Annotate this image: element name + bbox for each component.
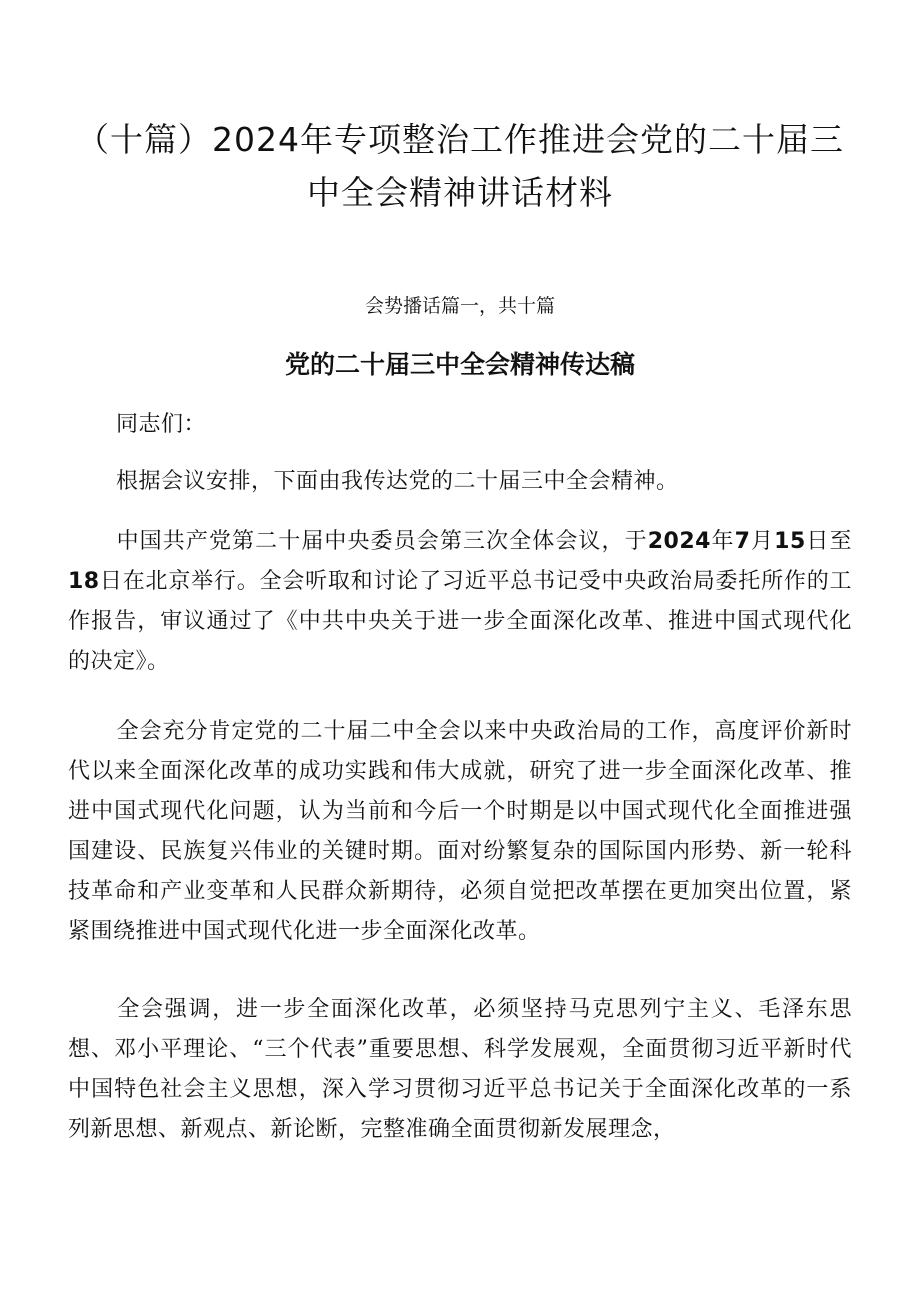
salutation: 同志们： [116,412,207,437]
paragraph-1-text: 根据会议安排，下面由我传达党的二十届三中全会精神。 [116,469,679,494]
paragraph-4-text: 全会强调，进一步全面深化改革，必须坚持马克思列宁主义、毛泽东思想、邓小平理论、“三个代表”重要思想、科学发展观，全面贯彻习近平新时代中国特色社会主义思想，深入学习贯彻习近平总书记关于全面深化改革的一系列新思想、新观点、新论断，完整准确全面贯彻新发展理念， [68,997,852,1142]
paragraph-2-text-e: 日在北京举行。全会听取和讨论了习近平总书记受中央政治局委托所作的工作报告，审议通过了《中共中央关于进一步全面深化改革、推进中国式现代化的决定》。 [68,569,852,674]
document-title-line-2: 中全会精神讲话材料 [307,173,613,212]
meeting-month: 7 [734,529,751,554]
paragraph-4 [68,990,852,1150]
paragraph-2-text-b: 年 [710,529,735,554]
paragraph-2-text-a: 中国共产党第二十届中央委员会第三次全体会议，于 [116,529,648,554]
paragraph-2 [68,522,852,682]
subheading: 会势播话篇一，共十篇 [364,295,555,317]
section-title: 党的二十届三中全会精神传达稿 [284,350,635,379]
document-title [60,113,860,219]
paragraph-3 [68,712,852,952]
paragraph-2-text-d: 日至 [805,529,852,554]
meeting-year: 2024 [647,529,711,554]
paragraph-2-text-c: 月 [750,529,775,554]
meeting-end-day: 18 [68,569,100,594]
paragraph-3-text: 全会充分肯定党的二十届二中全会以来中央政治局的工作，高度评价新时代以来全面深化改革的成功实践和伟大成就，研究了进一步全面深化改革、推进中国式现代化问题，认为当前和今后一个时期是以中国式现代化全面推进强国建设、民族复兴伟业的关键时期。面对纷繁复杂的国际国内形势、新一轮科技革命和产业变革和人民群众新期待，必须自觉把改革摆在更加突出位置，紧紧围绕推进中国式现代化进一步全面深化改革。 [68,719,852,944]
paragraph-1 [68,462,852,502]
document-title-line-1: （十篇）2024年专项整治工作推进会党的二十届三 [76,120,844,159]
meeting-start-day: 15 [774,529,806,554]
salutation-paragraph [68,405,852,445]
